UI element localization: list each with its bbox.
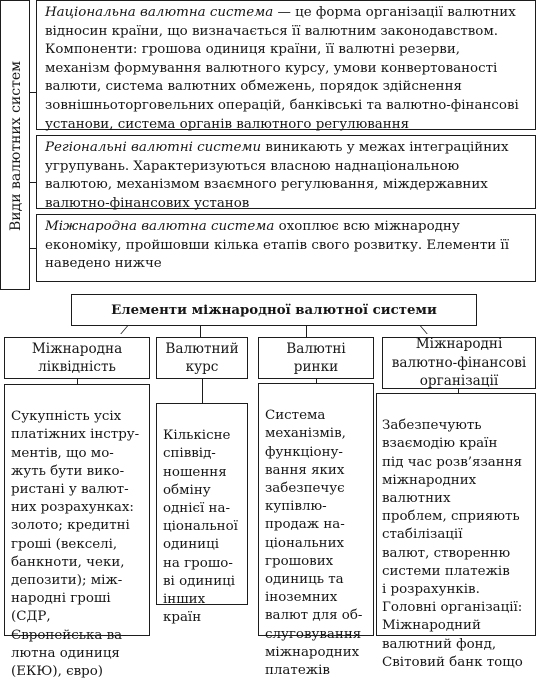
exchange-rate-header: Валютний курс	[165, 340, 239, 375]
liquidity-body: Сукупність усіх платіжних інстру- ментів, що мо- жуть бути вико- ристані у валют- них розрахунках: золото; кредитні гроші (векселі, банкноти, чеки, депозити); між- народні гроші (СДР, Європейська ва- лютна одиниця (ЕКЮ), євро)	[11, 409, 140, 680]
liquidity-header-box	[4, 337, 150, 379]
exchange-rate-body: Кількісне співвід- ношення обміну однієї на- ціональної одиниці на грошо- ві одиниці інших країн	[163, 428, 238, 626]
organizations-header: Міжнародні валютно-фінансові організації	[391, 336, 527, 390]
connector	[120, 326, 128, 334]
elements-title: Елементи міжнародної валютної системи	[111, 302, 437, 318]
elements-title-box	[71, 294, 477, 326]
national-system-term: Національна валютна система	[45, 5, 274, 20]
types-side-label: Види валютних систем	[8, 60, 24, 232]
organizations-body: Забезпечують взаємодію країн під час розв’язання міжнародних валютних проблем, сприяють стабілізації валют, створенню системи платежів і розрахунків. Головні організації: Міжнародний валютний фонд, Світовий банк тощо	[382, 418, 523, 670]
regional-system-text: виникають у межах інтеграційних угрупувань. Характеризуються власною наднаціональною валютою, механізмом взаємного регулювання, міждержавних валютно-фінансових установ	[45, 140, 509, 211]
liquidity-header: Міжнародна ліквідність	[31, 340, 123, 375]
international-system-text: охоплює всю міжнародну економіку, пройшовши кілька етапів свого розвитку. Елементи її наведено нижче	[45, 219, 509, 272]
international-system-box	[36, 214, 536, 282]
national-system-text: — це форма організації валютних відносин країни, що визначається її валютним законодавством. Компоненти: грошова одиниця країни, її валютні резерви, механізм формування валютного курсу, умови конвертованості валюти, система валютних обмежень, порядок здійснення зовнішньоторговельних операцій, банківські та валютно-фінансові установи, система органів валютного регулювання	[45, 5, 519, 132]
national-system-box	[36, 0, 536, 130]
currency-markets-header: Валютні ринки	[286, 340, 346, 375]
liquidity-body-box	[4, 384, 150, 680]
international-system-term: Міжнародна валютна система	[45, 219, 275, 234]
currency-markets-body: Система механізмів, функціону- вання яких забезпечує купівлю- продаж на- ціональних грошових одиниць та іноземних валют для об- слуговування міжнародних платежів	[265, 408, 363, 679]
regional-system-box	[36, 135, 536, 209]
currency-markets-header-box	[258, 337, 374, 379]
types-side-label-box	[0, 0, 30, 290]
connector	[202, 379, 203, 403]
organizations-body-box	[376, 393, 536, 670]
organizations-header-box	[382, 337, 536, 389]
exchange-rate-body-box	[156, 403, 248, 626]
currency-markets-body-box	[258, 383, 374, 679]
exchange-rate-header-box	[156, 337, 248, 379]
connector	[420, 326, 428, 334]
regional-system-term: Регіональні валютні системи	[45, 140, 262, 155]
